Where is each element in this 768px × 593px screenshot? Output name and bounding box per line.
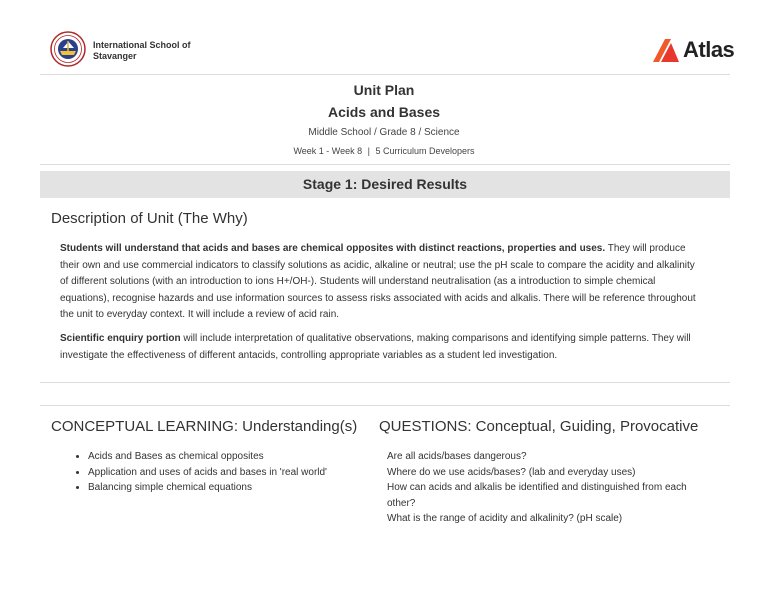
questions-heading: QUESTIONS: Conceptual, Guiding, Provocative: [379, 418, 699, 435]
list-item: • Balancing simple chemical equations: [88, 480, 368, 496]
description-p1-text: They will produce their own and use commercial indicators to classify solutions as acidic, alkaline or neutral; use the pH scale to compare the acidity and alkalinity of different solutions (with an introduction to ions H+/OH-). Students will understand neutralisation (as a introduction to simple chemical equations), recognise hazards and use information sources to assess risks associated with acids and alkalis. There will be reference throughout the unit to everyday context. It will include a review of acid rain.: [60, 243, 696, 320]
list-item: Are all acids/bases dangerous?: [387, 451, 527, 462]
school-seal-icon: [50, 31, 86, 67]
list-item: How can acids and alkalis be identified and distinguished from each other?: [387, 482, 687, 509]
list-item: • Acids and Bases as chemical opposites: [88, 449, 368, 465]
list-item: What is the range of acidity and alkalinity? (pH scale): [387, 513, 623, 524]
description-p2-text: will include interpretation of qualitative observations, making comparisons and identifying simple patterns. They will investigate the effectiveness of different antacids, controlling appropriate variables as a student led investigation.: [60, 333, 691, 361]
curriculum-developers-link[interactable]: 5 Curriculum Developers: [375, 146, 475, 156]
stage-heading: Stage 1: Desired Results: [40, 171, 730, 198]
understandings-list: [76, 449, 368, 496]
unit-meta: Middle School / Grade 8 / Science: [308, 127, 460, 138]
description-paragraph-1: [60, 241, 700, 324]
details-separator: |: [367, 146, 370, 156]
atlas-brand-name: Atlas: [683, 37, 735, 62]
questions-list: [387, 449, 697, 527]
section-divider-2: [40, 405, 730, 406]
list-item: Where do we use acids/bases? (lab and everyday uses): [387, 466, 636, 478]
unit-details: [0, 146, 768, 156]
page-label: Unit Plan: [353, 82, 415, 98]
description-p1-bold: Students will understand that acids and bases are chemical opposites with distinct reactions, properties and uses.: [60, 243, 606, 254]
unit-title: Acids and Bases: [327, 104, 441, 120]
list-item: • Application and uses of acids and bases in 'real world': [88, 465, 368, 481]
title-divider: [40, 164, 730, 165]
unit-weeks: Week 1 - Week 8: [293, 146, 363, 156]
conceptual-heading: CONCEPTUAL LEARNING: Understanding(s): [51, 418, 358, 435]
description-paragraph-2: [60, 331, 700, 364]
school-name: International School of Stavanger: [93, 40, 191, 61]
description-heading: Description of Unit (The Why): [51, 210, 248, 227]
header-divider: [40, 74, 730, 75]
atlas-logo[interactable]: [651, 37, 734, 63]
page-header: [0, 0, 768, 74]
section-divider-1: [40, 382, 730, 383]
atlas-logo-icon: [651, 37, 681, 63]
description-p2-bold: Scientific enquiry portion: [60, 333, 181, 344]
